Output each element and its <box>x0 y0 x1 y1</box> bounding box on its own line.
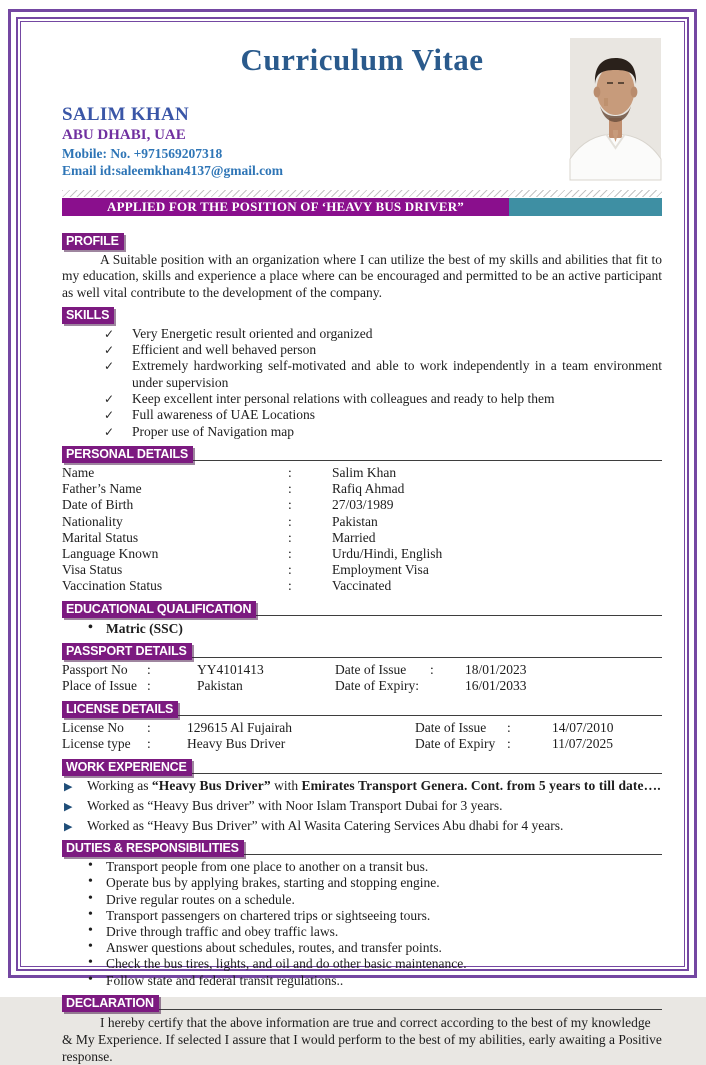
detail-row <box>62 578 662 594</box>
field-label: Date of Expiry <box>415 736 496 752</box>
checkmark-icon: ✓ <box>104 343 115 358</box>
field-value: 18/01/2023 <box>465 661 527 677</box>
bullet-icon: • <box>88 922 93 938</box>
bullet-icon: • <box>88 874 93 890</box>
personal-details-table <box>62 465 662 595</box>
skill-item <box>104 326 662 342</box>
section-chip: PASSPORT DETAILS <box>62 643 192 660</box>
duty-text: Transport passengers on chartered trips or sightseeing tours. <box>106 907 431 923</box>
detail-value: Rafiq Ahmad <box>332 481 405 497</box>
detail-row <box>62 497 662 513</box>
detail-row <box>62 465 662 481</box>
duty-text: Drive regular routes on a schedule. <box>106 891 295 907</box>
field-value: Pakistan <box>197 678 243 694</box>
skill-text: Very Energetic result oriented and organized <box>132 325 373 341</box>
candidate-location: ABU DHABI, UAE <box>62 127 186 143</box>
detail-row <box>62 481 662 497</box>
work-text: Worked as “Heavy Bus Driver” with Al Wasita Catering Services Abu dhabi for 4 years. <box>87 817 564 833</box>
page-title: Curriculum Vitae <box>240 42 484 77</box>
duty-text: Follow state and federal transit regulations.. <box>106 972 344 988</box>
bullet-icon: • <box>88 890 93 906</box>
skill-text: Full awareness of UAE Locations <box>132 407 315 423</box>
detail-row <box>62 530 662 546</box>
duty-item <box>86 859 662 875</box>
field-value: YY4101413 <box>197 661 264 677</box>
checkmark-icon: ✓ <box>104 392 115 407</box>
colon: : <box>147 736 151 752</box>
field-label: Place of Issue <box>62 678 137 694</box>
field-value: 14/07/2010 <box>552 719 614 735</box>
arrow-icon: ▶ <box>64 799 73 813</box>
passport-row <box>62 662 662 679</box>
license-table <box>62 720 662 753</box>
duty-item <box>86 940 662 956</box>
skill-item <box>104 424 662 440</box>
profile-text: A Suitable position with an organization where I can utilize the best of my skills and abilities that fit to my education, skills and experience a place where can be encouraged and permitted to be an active participant as well vital contribute to the development of the company. <box>62 252 662 300</box>
field-label: Date of Issue <box>335 661 407 677</box>
duty-text: Answer questions about schedules, routes, and transfer points. <box>106 940 442 956</box>
duty-item <box>86 892 662 908</box>
bullet-icon: • <box>88 858 93 874</box>
skill-text: Efficient and well behaved person <box>132 342 317 358</box>
bullet-icon: • <box>88 955 93 971</box>
arrow-icon: ▶ <box>64 779 73 793</box>
arrow-icon: ▶ <box>64 819 73 833</box>
detail-label: Vaccination Status <box>62 578 163 594</box>
candidate-mobile: Mobile: No. +971569207318 <box>62 146 223 161</box>
section-header-declaration <box>62 993 662 1010</box>
colon: : <box>507 736 511 752</box>
duty-item <box>86 908 662 924</box>
section-chip: LICENSE DETAILS <box>62 701 178 718</box>
bullet-icon: • <box>88 971 93 987</box>
colon: : <box>147 661 151 677</box>
section-header-duties <box>62 838 662 855</box>
work-item <box>64 798 662 815</box>
position-banner <box>62 198 662 216</box>
detail-label: Marital Status <box>62 529 139 545</box>
bullet-icon: • <box>88 619 93 635</box>
skill-text: Extremely hardworking self-motivated and able to work independently in a team environment under supervision <box>132 358 662 390</box>
duties-list <box>86 859 662 989</box>
section-header-personal-details <box>62 444 662 461</box>
checkmark-icon: ✓ <box>104 359 115 374</box>
field-label: Passport No <box>62 661 128 677</box>
detail-label: Father’s Name <box>62 481 142 497</box>
detail-value: Married <box>332 529 376 545</box>
checkmark-icon: ✓ <box>104 424 115 439</box>
skill-item <box>104 342 662 358</box>
position-banner-fill <box>509 198 662 216</box>
colon: : <box>288 545 292 561</box>
section-header-license <box>62 699 662 716</box>
colon: : <box>288 464 292 480</box>
work-text: Working as “Heavy Bus Driver” with Emirates Transport Genera. Cont. from 5 years to till date…. <box>87 777 661 793</box>
education-text: Matric (SSC) <box>106 620 183 636</box>
skill-item <box>104 391 662 407</box>
passport-row <box>62 678 662 695</box>
colon <box>430 678 465 695</box>
colon: : <box>430 661 434 677</box>
colon: : <box>288 529 292 545</box>
education-list <box>86 620 662 637</box>
profile-photo <box>570 38 661 180</box>
detail-label: Nationality <box>62 513 123 529</box>
section-header-profile <box>62 231 662 248</box>
section-chip: PROFILE <box>62 233 124 250</box>
detail-label: Visa Status <box>62 562 123 578</box>
section-chip: EDUCATIONAL QUALIFICATION <box>62 601 256 618</box>
duty-text: Transport people from one place to another on a transit bus. <box>106 859 429 875</box>
position-banner-text: APPLIED FOR THE POSITION OF ‘HEAVY BUS DRIVER” <box>62 198 509 216</box>
education-item <box>86 620 662 637</box>
colon: : <box>147 719 151 735</box>
duty-text: Check the bus tires, lights, and oil and do other basic maintenance. <box>106 956 467 972</box>
declaration-text: I hereby certify that the above information are true and correct according to the best of my knowledge & My Experience. If selected I assure that I would perform to the best of my abilities, early awaiting a Positive response. <box>62 1014 662 1064</box>
section-chip: DUTIES & RESPONSIBILITIES <box>62 840 244 857</box>
section-chip: PERSONAL DETAILS <box>62 446 193 463</box>
field-value: 11/07/2025 <box>552 736 614 752</box>
duty-item <box>86 924 662 940</box>
detail-value: Salim Khan <box>332 464 397 480</box>
checkmark-icon: ✓ <box>104 408 115 423</box>
skill-item <box>104 407 662 423</box>
checkmark-icon: ✓ <box>104 326 115 341</box>
section-header-work-experience <box>62 757 662 774</box>
license-row <box>62 720 662 737</box>
work-item <box>64 778 662 795</box>
section-header-education <box>62 599 662 616</box>
work-item <box>64 818 662 835</box>
field-label: License No <box>62 719 124 735</box>
field-value: 129615 Al Fujairah <box>187 719 292 735</box>
detail-row <box>62 514 662 530</box>
field-value: Heavy Bus Driver <box>187 736 286 752</box>
section-header-skills <box>62 305 662 322</box>
passport-table <box>62 662 662 695</box>
section-chip: SKILLS <box>62 307 114 324</box>
colon: : <box>288 578 292 594</box>
detail-row <box>62 562 662 578</box>
colon: : <box>507 719 511 735</box>
duty-item <box>86 956 662 972</box>
detail-row <box>62 546 662 562</box>
skills-list <box>104 326 662 440</box>
detail-value: 27/03/1989 <box>332 497 394 513</box>
bullet-icon: • <box>88 906 93 922</box>
work-text: Worked as “Heavy Bus driver” with Noor Islam Transport Dubai for 3 years. <box>87 797 503 813</box>
colon: : <box>288 481 292 497</box>
work-experience-list <box>64 778 662 835</box>
section-chip: DECLARATION <box>62 995 159 1012</box>
detail-label: Date of Birth <box>62 497 134 513</box>
colon: : <box>147 678 151 694</box>
skill-text: Keep excellent inter personal relations with colleagues and ready to help them <box>132 391 555 407</box>
skill-item <box>104 358 662 391</box>
hatch-divider <box>62 190 662 197</box>
detail-label: Name <box>62 464 95 480</box>
duty-text: Operate bus by applying brakes, starting and stopping engine. <box>106 875 440 891</box>
bullet-icon: • <box>88 939 93 955</box>
candidate-email: Email id:saleemkhan4137@gmail.com <box>62 163 284 178</box>
field-label: Date of Expiry: <box>335 678 419 694</box>
field-label: License type <box>62 736 131 752</box>
candidate-name: SALIM KHAN <box>62 104 190 125</box>
detail-value: Vaccinated <box>332 578 392 594</box>
section-chip: WORK EXPERIENCE <box>62 759 192 776</box>
field-label: Date of Issue <box>415 719 487 735</box>
detail-value: Pakistan <box>332 513 378 529</box>
detail-label: Language Known <box>62 545 159 561</box>
colon: : <box>288 497 292 513</box>
colon: : <box>288 562 292 578</box>
section-header-passport <box>62 641 662 658</box>
license-row <box>62 736 662 753</box>
skill-text: Proper use of Navigation map <box>132 423 294 439</box>
field-value: 16/01/2033 <box>465 678 527 694</box>
detail-value: Urdu/Hindi, English <box>332 545 443 561</box>
colon: : <box>288 513 292 529</box>
detail-value: Employment Visa <box>332 562 429 578</box>
duty-text: Drive through traffic and obey traffic laws. <box>106 923 339 939</box>
duty-item <box>86 875 662 891</box>
duty-item <box>86 973 662 989</box>
